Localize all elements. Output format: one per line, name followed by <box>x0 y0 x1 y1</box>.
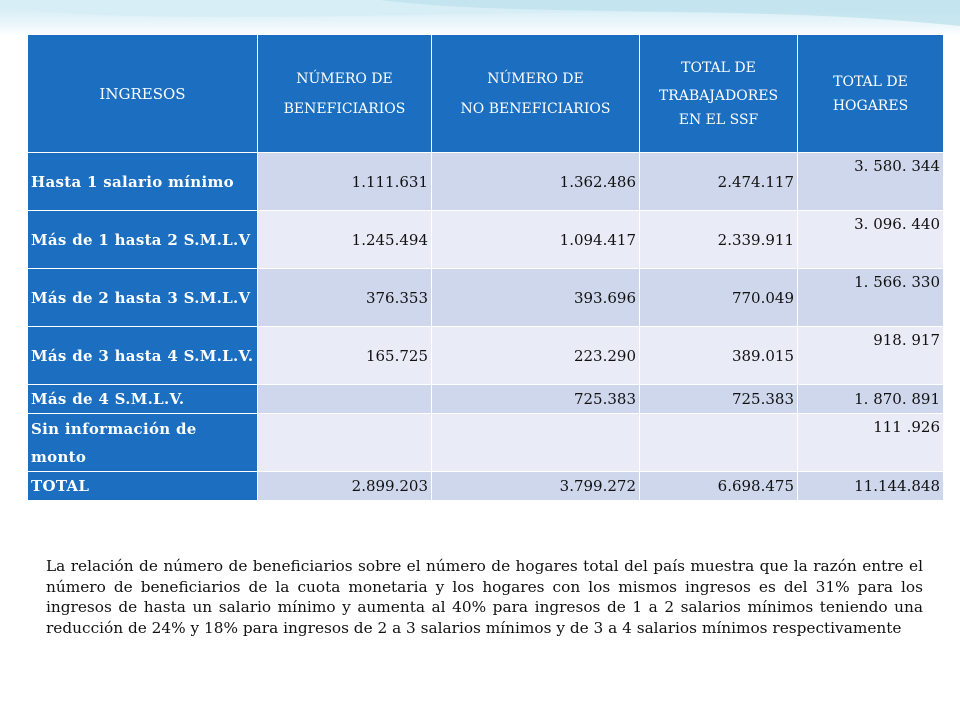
header-line: NÚMERO DE <box>296 70 393 87</box>
cell-total-hogares: 918. 917 <box>798 327 944 385</box>
cell-total-hogares: 3. 580. 344 <box>798 153 944 211</box>
header-line: TOTAL DE <box>681 59 756 76</box>
row-label: Más de 4 S.M.L.V. <box>28 385 258 414</box>
header-line: NÚMERO DE <box>487 70 584 87</box>
table-row <box>28 414 944 472</box>
cell-total-trabajadores: 6.698.475 <box>640 472 798 501</box>
cell-no-beneficiarios: 393.696 <box>432 269 640 327</box>
cell-no-beneficiarios <box>432 414 640 472</box>
cell-total-trabajadores: 389.015 <box>640 327 798 385</box>
cell-total-hogares: 1. 566. 330 <box>798 269 944 327</box>
cell-no-beneficiarios: 725.383 <box>432 385 640 414</box>
income-data-table <box>27 34 944 501</box>
header-total-trabajadores <box>640 35 798 153</box>
row-label: Sin información de monto <box>28 414 258 472</box>
header-ingresos: INGRESOS <box>28 35 258 153</box>
row-label: TOTAL <box>28 472 258 501</box>
table-row <box>28 385 944 414</box>
header-no-beneficiarios <box>432 35 640 153</box>
cell-total-hogares: 1. 870. 891 <box>798 385 944 414</box>
cell-total-hogares: 111 .926 <box>798 414 944 472</box>
cell-beneficiarios <box>258 414 432 472</box>
header-line: EN EL SSF <box>678 111 759 128</box>
cell-beneficiarios <box>258 385 432 414</box>
table-row <box>28 153 944 211</box>
header-line: HOGARES <box>832 97 909 114</box>
cell-total-trabajadores: 2.339.911 <box>640 211 798 269</box>
header-beneficiarios <box>258 35 432 153</box>
cell-beneficiarios: 376.353 <box>258 269 432 327</box>
cell-total-hogares: 3. 096. 440 <box>798 211 944 269</box>
explanatory-paragraph: La relación de número de beneficiarios sobre el número de hogares total del país muestra que la razón entre el número de beneficiarios de la cuota monetaria y los hogares con los mismos ingresos es del 31% para los ingresos de hasta un salario mínimo y aumenta al 40% para ingresos de 1 a 2 salarios mínimos teniendo una reducción de 24% y 18% para ingresos de 2 a 3 salarios mínimos y de 3 a 4 salarios mínimos respectivamente <box>46 557 923 637</box>
table-row <box>28 327 944 385</box>
cell-total-trabajadores: 770.049 <box>640 269 798 327</box>
cell-no-beneficiarios: 1.094.417 <box>432 211 640 269</box>
cell-beneficiarios: 165.725 <box>258 327 432 385</box>
cell-no-beneficiarios: 3.799.272 <box>432 472 640 501</box>
total-row <box>28 472 944 501</box>
cell-no-beneficiarios: 1.362.486 <box>432 153 640 211</box>
cell-total-trabajadores <box>640 414 798 472</box>
row-label: Más de 2 hasta 3 S.M.L.V <box>28 269 258 327</box>
table-row <box>28 269 944 327</box>
row-label: Más de 1 hasta 2 S.M.L.V <box>28 211 258 269</box>
cell-beneficiarios: 1.111.631 <box>258 153 432 211</box>
header-line: BENEFICIARIOS <box>283 100 406 117</box>
header-row <box>28 35 944 153</box>
header-line: TRABAJADORES <box>658 87 779 104</box>
table-row <box>28 211 944 269</box>
cell-beneficiarios: 2.899.203 <box>258 472 432 501</box>
header-line: NO BENEFICIARIOS <box>460 100 611 117</box>
header-line: TOTAL DE <box>833 73 908 90</box>
cell-total-hogares: 11.144.848 <box>798 472 944 501</box>
cell-no-beneficiarios: 223.290 <box>432 327 640 385</box>
cell-total-trabajadores: 2.474.117 <box>640 153 798 211</box>
cell-total-trabajadores: 725.383 <box>640 385 798 414</box>
row-label: Más de 3 hasta 4 S.M.L.V. <box>28 327 258 385</box>
header-total-hogares <box>798 35 944 153</box>
row-label: Hasta 1 salario mínimo <box>28 153 258 211</box>
cell-beneficiarios: 1.245.494 <box>258 211 432 269</box>
